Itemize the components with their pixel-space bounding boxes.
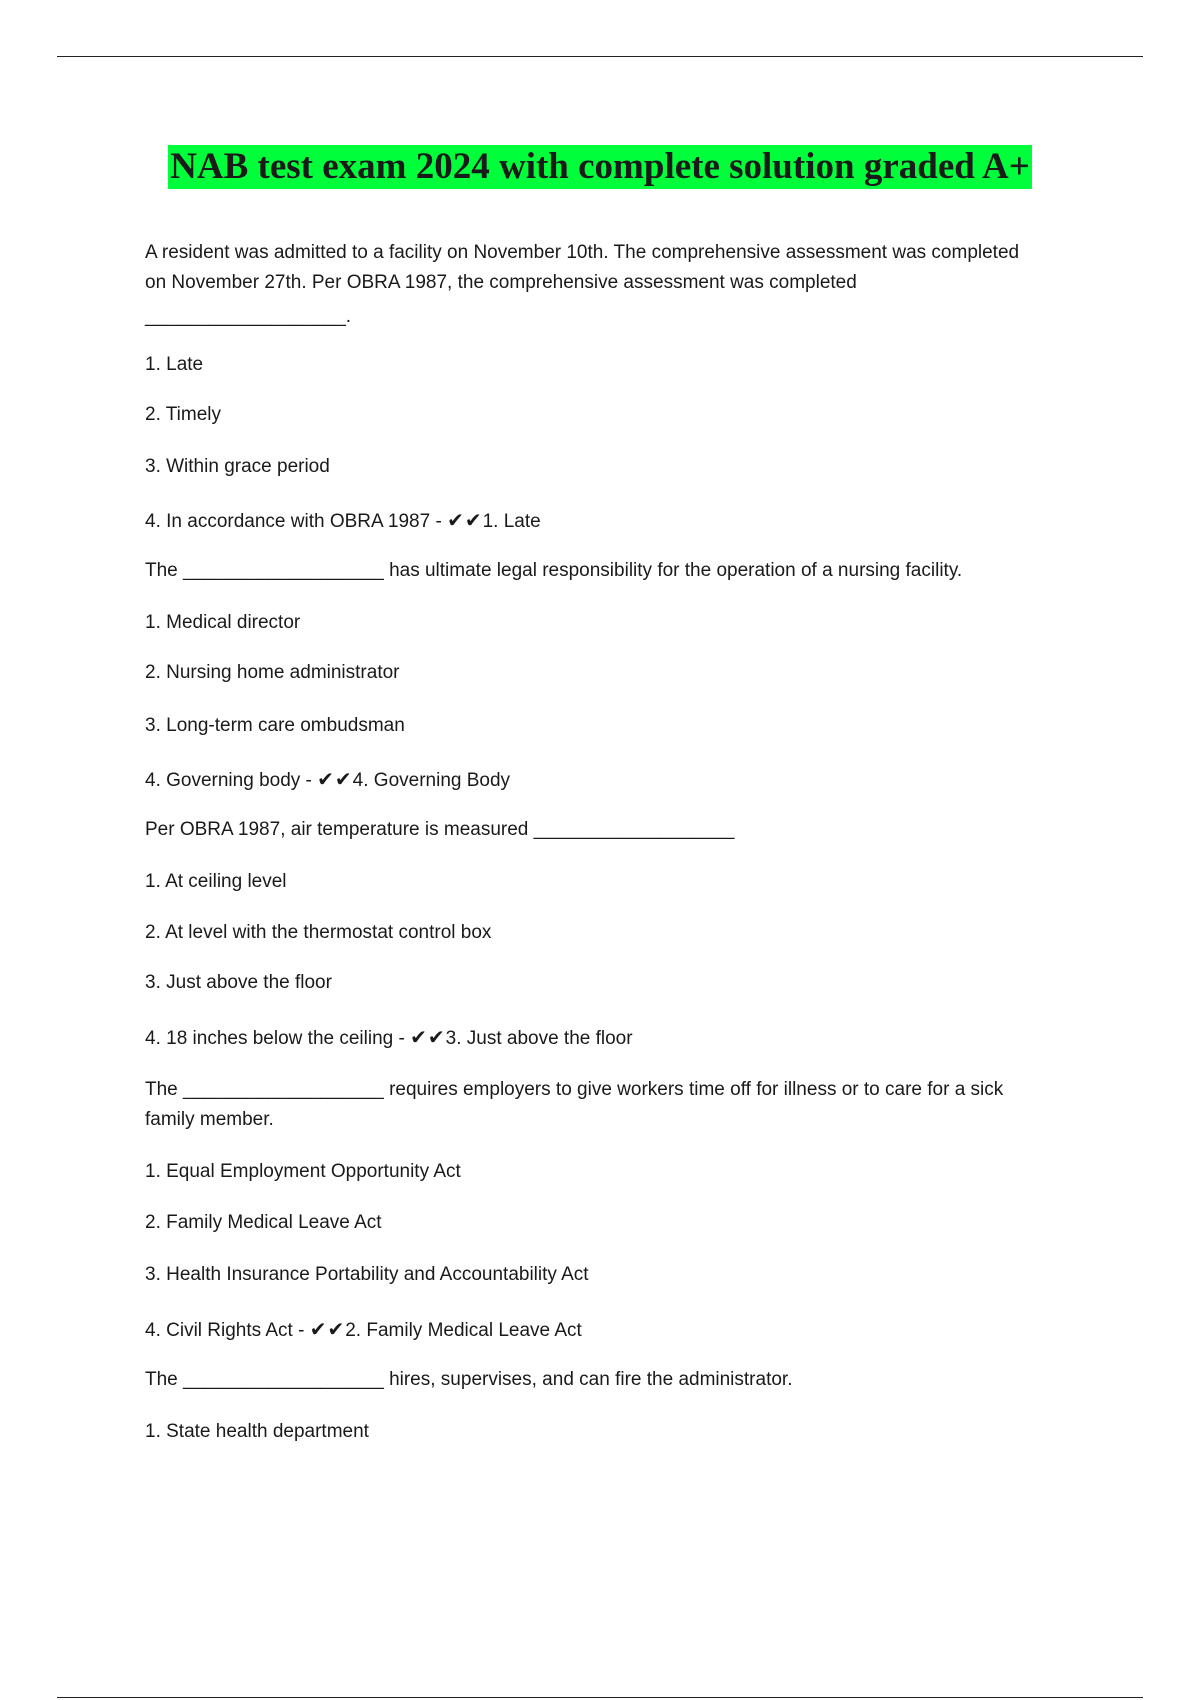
answer-option: 4. 18 inches below the ceiling - bbox=[145, 1028, 405, 1049]
checkmark-icon: ✔✔ bbox=[410, 1027, 446, 1049]
checkmark-icon: ✔✔ bbox=[447, 510, 483, 532]
footer-rule bbox=[57, 1697, 1143, 1698]
answer-option-with-key bbox=[145, 506, 541, 537]
header-rule bbox=[57, 56, 1143, 57]
answer-option: 3. Just above the floor bbox=[145, 972, 332, 993]
answer-option: 2. At level with the thermostat control box bbox=[145, 922, 492, 943]
answer-option-with-key bbox=[145, 1023, 633, 1054]
correct-answer: 1. Late bbox=[482, 511, 541, 532]
title-container bbox=[0, 145, 1200, 189]
answer-option: 3. Health Insurance Portability and Accountability Act bbox=[145, 1264, 589, 1285]
checkmark-icon: ✔✔ bbox=[317, 769, 353, 791]
answer-option: 4. In accordance with OBRA 1987 - bbox=[145, 511, 442, 532]
question-prompt-line: family member. bbox=[145, 1109, 274, 1130]
correct-answer: 4. Governing Body bbox=[352, 770, 511, 791]
answer-option: 1. State health department bbox=[145, 1421, 369, 1442]
answer-option-with-key bbox=[145, 765, 510, 796]
answer-option: 4. Governing body - bbox=[145, 770, 312, 791]
answer-option-with-key bbox=[145, 1315, 582, 1346]
correct-answer: 3. Just above the floor bbox=[445, 1028, 633, 1049]
answer-option: 3. Within grace period bbox=[145, 456, 330, 477]
question-prompt-line: A resident was admitted to a facility on November 10th. The comprehensive assessment was completed bbox=[145, 242, 1020, 263]
answer-option: 2. Nursing home administrator bbox=[145, 662, 400, 683]
question-prompt-line: The ___________________ hires, supervises, and can fire the administrator. bbox=[145, 1369, 793, 1390]
question-prompt-line: The ___________________ has ultimate legal responsibility for the operation of a nursing facility. bbox=[145, 560, 963, 581]
answer-option: 1. Medical director bbox=[145, 612, 301, 633]
answer-option: 1. Late bbox=[145, 354, 204, 375]
answer-option: 2. Family Medical Leave Act bbox=[145, 1212, 382, 1233]
question-prompt-line: ___________________. bbox=[145, 306, 352, 327]
answer-option: 1. Equal Employment Opportunity Act bbox=[145, 1161, 461, 1182]
correct-answer: 2. Family Medical Leave Act bbox=[345, 1320, 582, 1341]
answer-option: 1. At ceiling level bbox=[145, 871, 287, 892]
question-prompt-line: on November 27th. Per OBRA 1987, the comprehensive assessment was completed bbox=[145, 272, 857, 293]
document-title: NAB test exam 2024 with complete solution graded A+ bbox=[170, 146, 1030, 187]
answer-option: 3. Long-term care ombudsman bbox=[145, 715, 405, 736]
checkmark-icon: ✔✔ bbox=[309, 1319, 346, 1341]
question-prompt-line: The ___________________ requires employers to give workers time off for illness or to care for a sick bbox=[145, 1079, 1004, 1100]
answer-option: 4. Civil Rights Act - bbox=[145, 1320, 305, 1341]
answer-option: 2. Timely bbox=[145, 404, 222, 425]
question-prompt-line: Per OBRA 1987, air temperature is measured ___________________ bbox=[145, 819, 735, 840]
